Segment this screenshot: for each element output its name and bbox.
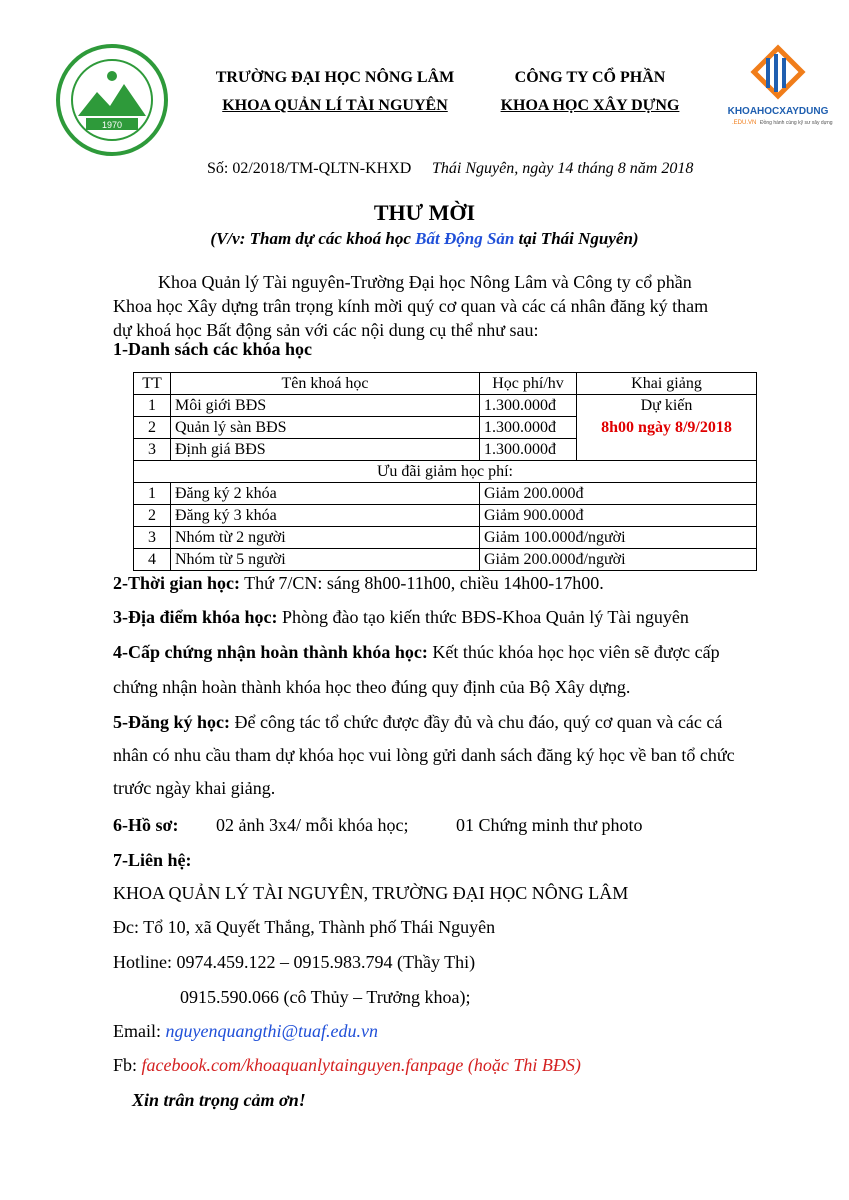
table-header-row: TT Tên khoá học Học phí/hv Khai giảng (134, 373, 757, 395)
discount-heading-row: Ưu đãi giảm học phí: (134, 461, 757, 483)
university-name: TRƯỜNG ĐẠI HỌC NÔNG LÂM KHOA QUẢN LÍ TÀI NGUYÊN (215, 69, 455, 114)
opening-cell: Dự kiến 8h00 ngày 8/9/2018 (577, 395, 757, 461)
email-link[interactable]: nguyenquangthi@tuaf.edu.vn (165, 1021, 379, 1041)
courses-table (133, 372, 757, 571)
section1-heading: 1-Danh sách các khóa học (113, 339, 313, 359)
section2: 2-Thời gian học: Thứ 7/CN: sáng 8h00-11h00, chiều 14h00-17h00. (113, 573, 604, 593)
table-row: 1 Môi giới BĐS 1.300.000đ Dự kiến 8h00 ngày 8/9/2018 (134, 395, 757, 417)
table-row: 4 Nhóm từ 5 người Giảm 200.000đ/người (134, 549, 757, 571)
section5: 5-Đăng ký học: Để công tác tổ chức được đầy đủ và chu đáo, quý cơ quan và các cá (113, 712, 723, 732)
section7-heading: 7-Liên hệ: (113, 850, 192, 870)
section4-cont: chứng nhận hoàn thành khóa học theo đúng quy định của Bộ Xây dựng. (113, 677, 631, 697)
company-logo (712, 44, 844, 134)
contact-hotline: Hotline: 0974.459.122 – 0915.983.794 (Thầy Thi) (113, 952, 476, 972)
section5-cont2: trước ngày khai giảng. (113, 778, 276, 798)
section5-cont1: nhân có nhu cầu tham dự khóa học vui lòng gửi danh sách đăng ký học về ban tổ chức (113, 745, 735, 765)
table-row: 2 Quản lý sàn BĐS 1.300.000đ (134, 417, 757, 439)
section6: 6-Hồ sơ: 02 ảnh 3x4/ mỗi khóa học; 01 Chứng minh thư photo (113, 815, 643, 835)
university-logo (52, 44, 172, 156)
section4: 4-Cấp chứng nhận hoàn thành khóa học: Kết thúc khóa học học viên sẽ được cấp (113, 642, 720, 662)
table-row: 3 Định giá BĐS 1.300.000đ (134, 439, 757, 461)
page-subtitle: (V/v: Tham dự các khoá học Bất Động Sản tại Thái Nguyên) (210, 229, 639, 248)
facebook-link[interactable]: facebook.com/khoaquanlytainguyen.fanpage (hoặc Thi BĐS) (141, 1055, 581, 1075)
document-date: Thái Nguyên, ngày 14 tháng 8 năm 2018 (432, 160, 694, 177)
contact-hotline2: 0915.590.066 (cô Thủy – Trưởng khoa); (180, 987, 471, 1007)
document-number: Số: 02/2018/TM-QLTN-KHXD (207, 160, 412, 177)
contact-address: Đc: Tổ 10, xã Quyết Thắng, Thành phố Thái Nguyên (113, 917, 496, 937)
closing-text: Xin trân trọng cảm ơn! (132, 1090, 306, 1110)
svg-text:.EDU.VN: .EDU.VN (732, 120, 757, 126)
page-title: THƯ MỜI (373, 200, 476, 225)
opening-date: 8h00 ngày 8/9/2018 (601, 419, 732, 436)
table-row: 2 Đăng ký 3 khóa Giảm 900.000đ (134, 505, 757, 527)
svg-text:KHOAHOCXAYDUNG: KHOAHOCXAYDUNG (727, 106, 829, 117)
contact-facebook: Fb: facebook.com/khoaquanlytainguyen.fanpage (hoặc Thi BĐS) (113, 1055, 581, 1075)
svg-text:1970: 1970 (101, 120, 123, 130)
company-name: CÔNG TY CỔ PHẦN KHOA HỌC XÂY DỰNG (500, 69, 680, 114)
contact-email: Email: nguyenquangthi@tuaf.edu.vn (113, 1021, 379, 1041)
contact-org: KHOA QUẢN LÝ TÀI NGUYÊN, TRƯỜNG ĐẠI HỌC NÔNG LÂM (113, 883, 629, 903)
section3: 3-Địa điểm khóa học: Phòng đào tạo kiến thức BĐS-Khoa Quản lý Tài nguyên (113, 607, 689, 627)
table-row: 3 Nhóm từ 2 người Giảm 100.000đ/người (134, 527, 757, 549)
intro-paragraph: Khoa Quản lý Tài nguyên-Trường Đại học Nông Lâm và Công ty cổ phần Khoa học Xây dựng trân trọng kính mời quý cơ quan và các cá nhân đăng ký tham dự khoá học Bất động sản với các nội dung cụ thể như sau: (113, 272, 709, 340)
svg-text:Đồng hành cùng kỹ sư xây dựng: Đồng hành cùng kỹ sư xây dựng (760, 120, 833, 126)
table-row: 1 Đăng ký 2 khóa Giảm 200.000đ (134, 483, 757, 505)
